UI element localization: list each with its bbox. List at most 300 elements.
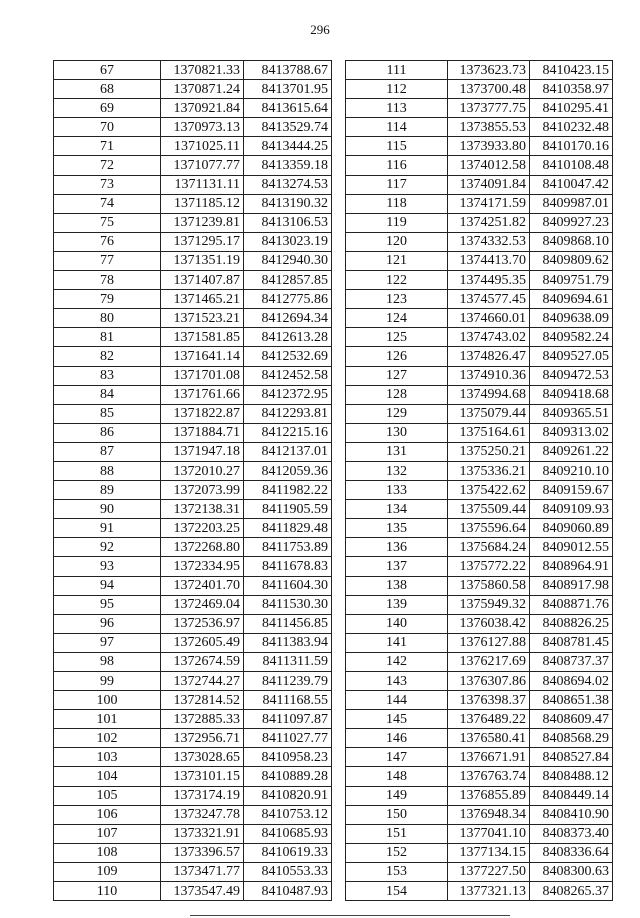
y-coordinate: 8410685.93 — [244, 824, 332, 843]
point-number: 113 — [346, 99, 448, 118]
table-row — [346, 481, 613, 500]
y-coordinate: 8409313.02 — [530, 423, 613, 442]
point-number: 127 — [346, 366, 448, 385]
y-coordinate: 8409109.93 — [530, 500, 613, 519]
table-row — [346, 423, 613, 442]
point-number: 76 — [54, 232, 161, 251]
y-coordinate: 8413106.53 — [244, 213, 332, 232]
x-coordinate: 1377041.10 — [448, 824, 530, 843]
x-coordinate: 1375079.44 — [448, 404, 530, 423]
y-coordinate: 8408300.63 — [530, 862, 613, 881]
y-coordinate: 8411168.55 — [244, 691, 332, 710]
point-number: 137 — [346, 557, 448, 576]
x-coordinate: 1371581.85 — [161, 328, 244, 347]
point-number: 68 — [54, 80, 161, 99]
point-number: 92 — [54, 538, 161, 557]
x-coordinate: 1371822.87 — [161, 404, 244, 423]
y-coordinate: 8408609.47 — [530, 710, 613, 729]
point-number: 130 — [346, 423, 448, 442]
x-coordinate: 1372469.04 — [161, 595, 244, 614]
table-row — [346, 404, 613, 423]
point-number: 124 — [346, 309, 448, 328]
table-row — [346, 461, 613, 480]
y-coordinate: 8408449.14 — [530, 786, 613, 805]
x-coordinate: 1371025.11 — [161, 137, 244, 156]
x-coordinate: 1374577.45 — [448, 290, 530, 309]
point-number: 74 — [54, 194, 161, 213]
table-row — [54, 194, 332, 213]
table-row — [346, 80, 613, 99]
y-coordinate: 8412694.34 — [244, 309, 332, 328]
x-coordinate: 1374012.58 — [448, 156, 530, 175]
y-coordinate: 8411982.22 — [244, 481, 332, 500]
y-coordinate: 8410753.12 — [244, 805, 332, 824]
point-number: 140 — [346, 614, 448, 633]
table-row — [346, 99, 613, 118]
x-coordinate: 1377321.13 — [448, 882, 530, 901]
point-number: 97 — [54, 633, 161, 652]
x-coordinate: 1376763.74 — [448, 767, 530, 786]
x-coordinate: 1375684.24 — [448, 538, 530, 557]
y-coordinate: 8410958.23 — [244, 748, 332, 767]
x-coordinate: 1372536.97 — [161, 614, 244, 633]
table-row — [54, 652, 332, 671]
point-number: 69 — [54, 99, 161, 118]
point-number: 98 — [54, 652, 161, 671]
y-coordinate: 8410295.41 — [530, 99, 613, 118]
point-number: 114 — [346, 118, 448, 137]
y-coordinate: 8409527.05 — [530, 347, 613, 366]
table-row — [54, 824, 332, 843]
x-coordinate: 1374332.53 — [448, 232, 530, 251]
y-coordinate: 8408694.02 — [530, 672, 613, 691]
point-number: 108 — [54, 843, 161, 862]
y-coordinate: 8408410.90 — [530, 805, 613, 824]
y-coordinate: 8408568.29 — [530, 729, 613, 748]
x-coordinate: 1375860.58 — [448, 576, 530, 595]
table-row — [346, 538, 613, 557]
y-coordinate: 8409418.68 — [530, 385, 613, 404]
y-coordinate: 8411239.79 — [244, 672, 332, 691]
x-coordinate: 1375509.44 — [448, 500, 530, 519]
point-number: 101 — [54, 710, 161, 729]
y-coordinate: 8408265.37 — [530, 882, 613, 901]
x-coordinate: 1376580.41 — [448, 729, 530, 748]
table-row — [54, 137, 332, 156]
x-coordinate: 1373028.65 — [161, 748, 244, 767]
table-row — [54, 748, 332, 767]
point-number: 136 — [346, 538, 448, 557]
y-coordinate: 8413529.74 — [244, 118, 332, 137]
x-coordinate: 1376489.22 — [448, 710, 530, 729]
x-coordinate: 1373700.48 — [448, 80, 530, 99]
y-coordinate: 8408373.40 — [530, 824, 613, 843]
point-number: 72 — [54, 156, 161, 175]
point-number: 86 — [54, 423, 161, 442]
point-number: 109 — [54, 862, 161, 881]
y-coordinate: 8411829.48 — [244, 519, 332, 538]
x-coordinate: 1371761.66 — [161, 385, 244, 404]
y-coordinate: 8409868.10 — [530, 232, 613, 251]
x-coordinate: 1372073.99 — [161, 481, 244, 500]
x-coordinate: 1370821.33 — [161, 61, 244, 80]
point-number: 123 — [346, 290, 448, 309]
y-coordinate: 8408737.37 — [530, 652, 613, 671]
table-row — [346, 251, 613, 270]
x-coordinate: 1376398.37 — [448, 691, 530, 710]
x-coordinate: 1373396.57 — [161, 843, 244, 862]
point-number: 142 — [346, 652, 448, 671]
x-coordinate: 1376671.91 — [448, 748, 530, 767]
y-coordinate: 8413359.18 — [244, 156, 332, 175]
table-row — [54, 557, 332, 576]
y-coordinate: 8413274.53 — [244, 175, 332, 194]
y-coordinate: 8412059.36 — [244, 461, 332, 480]
table-row — [54, 309, 332, 328]
x-coordinate: 1371131.11 — [161, 175, 244, 194]
point-number: 70 — [54, 118, 161, 137]
page-number: 296 — [310, 22, 330, 37]
x-coordinate: 1372010.27 — [161, 461, 244, 480]
point-number: 103 — [54, 748, 161, 767]
point-number: 152 — [346, 843, 448, 862]
point-number: 135 — [346, 519, 448, 538]
point-number: 110 — [54, 882, 161, 901]
table-row — [54, 328, 332, 347]
y-coordinate: 8413701.95 — [244, 80, 332, 99]
point-number: 119 — [346, 213, 448, 232]
x-coordinate: 1375596.64 — [448, 519, 530, 538]
x-coordinate: 1375772.22 — [448, 557, 530, 576]
table-row — [54, 442, 332, 461]
x-coordinate: 1371239.81 — [161, 213, 244, 232]
point-number: 132 — [346, 461, 448, 480]
x-coordinate: 1371295.17 — [161, 232, 244, 251]
table-row — [346, 118, 613, 137]
y-coordinate: 8411530.30 — [244, 595, 332, 614]
x-coordinate: 1374413.70 — [448, 251, 530, 270]
table-row — [54, 862, 332, 881]
point-number: 107 — [54, 824, 161, 843]
x-coordinate: 1372605.49 — [161, 633, 244, 652]
y-coordinate: 8412215.16 — [244, 423, 332, 442]
x-coordinate: 1371185.12 — [161, 194, 244, 213]
point-number: 144 — [346, 691, 448, 710]
table-row — [54, 595, 332, 614]
table-row — [54, 423, 332, 442]
point-number: 117 — [346, 175, 448, 194]
x-coordinate: 1375949.32 — [448, 595, 530, 614]
x-coordinate: 1370921.84 — [161, 99, 244, 118]
table-row — [346, 805, 613, 824]
table-row — [54, 786, 332, 805]
x-coordinate: 1371884.71 — [161, 423, 244, 442]
point-number: 151 — [346, 824, 448, 843]
y-coordinate: 8409927.23 — [530, 213, 613, 232]
x-coordinate: 1371641.14 — [161, 347, 244, 366]
x-coordinate: 1374091.84 — [448, 175, 530, 194]
table-row — [54, 481, 332, 500]
point-number: 78 — [54, 271, 161, 290]
coordinates-table-right — [345, 60, 613, 901]
x-coordinate: 1371465.21 — [161, 290, 244, 309]
y-coordinate: 8411604.30 — [244, 576, 332, 595]
table-row — [54, 175, 332, 194]
table-row — [346, 213, 613, 232]
y-coordinate: 8412857.85 — [244, 271, 332, 290]
point-number: 95 — [54, 595, 161, 614]
point-number: 131 — [346, 442, 448, 461]
table-row — [346, 309, 613, 328]
x-coordinate: 1372334.95 — [161, 557, 244, 576]
y-coordinate: 8409012.55 — [530, 538, 613, 557]
point-number: 118 — [346, 194, 448, 213]
y-coordinate: 8413023.19 — [244, 232, 332, 251]
point-number: 139 — [346, 595, 448, 614]
table-row — [54, 691, 332, 710]
point-number: 104 — [54, 767, 161, 786]
table-row — [54, 576, 332, 595]
y-coordinate: 8410619.33 — [244, 843, 332, 862]
point-number: 88 — [54, 461, 161, 480]
x-coordinate: 1372203.25 — [161, 519, 244, 538]
point-number: 122 — [346, 271, 448, 290]
point-number: 133 — [346, 481, 448, 500]
x-coordinate: 1373321.91 — [161, 824, 244, 843]
y-coordinate: 8411097.87 — [244, 710, 332, 729]
point-number: 87 — [54, 442, 161, 461]
point-number: 147 — [346, 748, 448, 767]
y-coordinate: 8408488.12 — [530, 767, 613, 786]
x-coordinate: 1374994.68 — [448, 385, 530, 404]
table-row — [346, 156, 613, 175]
table-row — [346, 843, 613, 862]
point-number: 81 — [54, 328, 161, 347]
table-row — [346, 137, 613, 156]
y-coordinate: 8411456.85 — [244, 614, 332, 633]
table-row — [346, 595, 613, 614]
table-row — [54, 213, 332, 232]
point-number: 71 — [54, 137, 161, 156]
table-row — [346, 652, 613, 671]
y-coordinate: 8408871.76 — [530, 595, 613, 614]
table-row — [54, 710, 332, 729]
table-row — [54, 251, 332, 270]
x-coordinate: 1376127.88 — [448, 633, 530, 652]
x-coordinate: 1370871.24 — [161, 80, 244, 99]
x-coordinate: 1372138.31 — [161, 500, 244, 519]
y-coordinate: 8409582.24 — [530, 328, 613, 347]
table-row — [346, 385, 613, 404]
point-number: 146 — [346, 729, 448, 748]
table-row — [346, 328, 613, 347]
y-coordinate: 8409472.53 — [530, 366, 613, 385]
point-number: 77 — [54, 251, 161, 270]
y-coordinate: 8412293.81 — [244, 404, 332, 423]
x-coordinate: 1375250.21 — [448, 442, 530, 461]
table-row — [346, 557, 613, 576]
y-coordinate: 8408917.98 — [530, 576, 613, 595]
y-coordinate: 8409159.67 — [530, 481, 613, 500]
y-coordinate: 8413190.32 — [244, 194, 332, 213]
table-row — [54, 232, 332, 251]
x-coordinate: 1372814.52 — [161, 691, 244, 710]
x-coordinate: 1373547.49 — [161, 882, 244, 901]
point-number: 96 — [54, 614, 161, 633]
point-number: 90 — [54, 500, 161, 519]
table-row — [54, 633, 332, 652]
x-coordinate: 1376038.42 — [448, 614, 530, 633]
table-row — [346, 862, 613, 881]
point-number: 99 — [54, 672, 161, 691]
table-row — [54, 347, 332, 366]
x-coordinate: 1373174.19 — [161, 786, 244, 805]
x-coordinate: 1372401.70 — [161, 576, 244, 595]
y-coordinate: 8409638.09 — [530, 309, 613, 328]
point-number: 83 — [54, 366, 161, 385]
table-row — [54, 366, 332, 385]
point-number: 111 — [346, 61, 448, 80]
table-row — [346, 729, 613, 748]
table-row — [346, 672, 613, 691]
point-number: 105 — [54, 786, 161, 805]
table-row — [54, 500, 332, 519]
point-number: 94 — [54, 576, 161, 595]
x-coordinate: 1376855.89 — [448, 786, 530, 805]
y-coordinate: 8413444.25 — [244, 137, 332, 156]
y-coordinate: 8412613.28 — [244, 328, 332, 347]
x-coordinate: 1373101.15 — [161, 767, 244, 786]
y-coordinate: 8411383.94 — [244, 633, 332, 652]
y-coordinate: 8409751.79 — [530, 271, 613, 290]
table-row — [346, 175, 613, 194]
point-number: 134 — [346, 500, 448, 519]
y-coordinate: 8410889.28 — [244, 767, 332, 786]
x-coordinate: 1371407.87 — [161, 271, 244, 290]
y-coordinate: 8408336.64 — [530, 843, 613, 862]
point-number: 128 — [346, 385, 448, 404]
x-coordinate: 1370973.13 — [161, 118, 244, 137]
point-number: 85 — [54, 404, 161, 423]
x-coordinate: 1371077.77 — [161, 156, 244, 175]
x-coordinate: 1374495.35 — [448, 271, 530, 290]
table-row — [54, 882, 332, 901]
point-number: 148 — [346, 767, 448, 786]
x-coordinate: 1373623.73 — [448, 61, 530, 80]
table-row — [346, 366, 613, 385]
y-coordinate: 8411753.89 — [244, 538, 332, 557]
x-coordinate: 1373471.77 — [161, 862, 244, 881]
table-row — [346, 882, 613, 901]
y-coordinate: 8409261.22 — [530, 442, 613, 461]
table-row — [54, 538, 332, 557]
table-row — [54, 461, 332, 480]
table-row — [346, 786, 613, 805]
x-coordinate: 1372956.71 — [161, 729, 244, 748]
point-number: 82 — [54, 347, 161, 366]
table-row — [346, 347, 613, 366]
point-number: 154 — [346, 882, 448, 901]
bottom-rule — [190, 915, 510, 916]
point-number: 143 — [346, 672, 448, 691]
x-coordinate: 1377134.15 — [448, 843, 530, 862]
x-coordinate: 1375422.62 — [448, 481, 530, 500]
y-coordinate: 8410820.91 — [244, 786, 332, 805]
point-number: 73 — [54, 175, 161, 194]
x-coordinate: 1374826.47 — [448, 347, 530, 366]
table-row — [346, 748, 613, 767]
y-coordinate: 8410108.48 — [530, 156, 613, 175]
x-coordinate: 1373933.80 — [448, 137, 530, 156]
x-coordinate: 1377227.50 — [448, 862, 530, 881]
x-coordinate: 1371701.08 — [161, 366, 244, 385]
point-number: 120 — [346, 232, 448, 251]
table-row — [346, 633, 613, 652]
table-row — [346, 194, 613, 213]
y-coordinate: 8413615.64 — [244, 99, 332, 118]
point-number: 67 — [54, 61, 161, 80]
point-number: 93 — [54, 557, 161, 576]
table-row — [346, 442, 613, 461]
y-coordinate: 8412532.69 — [244, 347, 332, 366]
y-coordinate: 8410232.48 — [530, 118, 613, 137]
x-coordinate: 1372744.27 — [161, 672, 244, 691]
table-row — [54, 118, 332, 137]
y-coordinate: 8408527.84 — [530, 748, 613, 767]
table-row — [54, 805, 332, 824]
point-number: 106 — [54, 805, 161, 824]
point-number: 102 — [54, 729, 161, 748]
table-row — [346, 290, 613, 309]
table-row — [346, 232, 613, 251]
x-coordinate: 1375336.21 — [448, 461, 530, 480]
point-number: 129 — [346, 404, 448, 423]
table-row — [54, 61, 332, 80]
y-coordinate: 8410423.15 — [530, 61, 613, 80]
y-coordinate: 8413788.67 — [244, 61, 332, 80]
y-coordinate: 8408964.91 — [530, 557, 613, 576]
x-coordinate: 1374171.59 — [448, 194, 530, 213]
x-coordinate: 1376948.34 — [448, 805, 530, 824]
point-number: 91 — [54, 519, 161, 538]
point-number: 80 — [54, 309, 161, 328]
y-coordinate: 8409987.01 — [530, 194, 613, 213]
x-coordinate: 1373777.75 — [448, 99, 530, 118]
table-row — [54, 80, 332, 99]
x-coordinate: 1374743.02 — [448, 328, 530, 347]
y-coordinate: 8410487.93 — [244, 882, 332, 901]
table-row — [54, 385, 332, 404]
point-number: 89 — [54, 481, 161, 500]
y-coordinate: 8410358.97 — [530, 80, 613, 99]
x-coordinate: 1376307.86 — [448, 672, 530, 691]
y-coordinate: 8412372.95 — [244, 385, 332, 404]
table-row — [346, 710, 613, 729]
table-row — [346, 519, 613, 538]
table-row — [54, 271, 332, 290]
point-number: 149 — [346, 786, 448, 805]
point-number: 116 — [346, 156, 448, 175]
table-row — [54, 404, 332, 423]
y-coordinate: 8410047.42 — [530, 175, 613, 194]
point-number: 121 — [346, 251, 448, 270]
table-row — [54, 672, 332, 691]
table-row — [346, 691, 613, 710]
x-coordinate: 1373855.53 — [448, 118, 530, 137]
y-coordinate: 8409694.61 — [530, 290, 613, 309]
x-coordinate: 1372885.33 — [161, 710, 244, 729]
table-row — [346, 824, 613, 843]
